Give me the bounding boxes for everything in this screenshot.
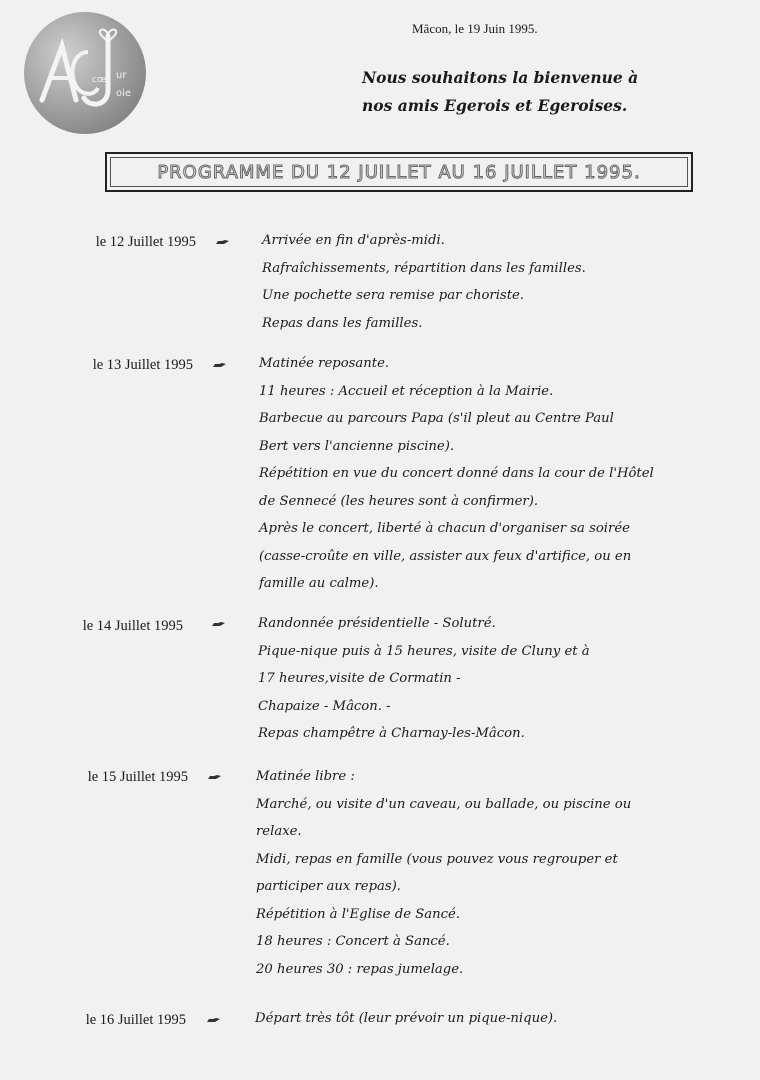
svg-text:oie: oie [116,88,132,99]
activity-line: Après le concert, liberté à chacun d'organiser sa soirée [259,521,630,536]
activity-line: Matinée libre : [256,769,355,784]
activity-line: famille au calme). [259,576,379,591]
programme-title-box [105,152,693,192]
pointing-hand-icon [208,773,222,783]
day-date: le 14 Juillet 1995 [82,618,183,634]
activity-line: Répétition en vue du concert donné dans la cour de l'Hôtel [259,466,654,481]
activity-line: 18 heures : Concert à Sancé. [256,934,450,949]
day-activities [262,227,586,337]
day-date: le 16 Juillet 1995 [85,1012,186,1028]
pointing-hand-icon [212,620,226,630]
activity-line: Rafraîchissements, répartition dans les familles. [262,260,586,276]
activity-line: participer aux repas). [256,879,401,894]
logo-emblem-icon [24,12,146,134]
programme-title: PROGRAMME DU 12 JUILLET AU 16 JUILLET 1995. [157,161,641,183]
activity-line: relaxe. [256,824,302,839]
svg-text:ur: ur [116,70,127,81]
activity-line: (casse-croûte en ville, assister aux feux d'artifice, ou en [259,548,632,564]
day-date: le 12 Juillet 1995 [95,234,196,250]
activity-line: Repas dans les familles. [262,315,423,331]
welcome-line-1: Nous souhaitons la bienvenue à [362,68,639,87]
activity-line: Arrivée en fin d'après-midi. [262,233,445,248]
activity-line: Répétition à l'Eglise de Sancé. [256,906,461,922]
activity-line: Repas champêtre à Charnay-les-Mâcon. [258,726,525,741]
activity-line: Départ très tôt (leur prévoir un pique-nique). [255,1011,558,1026]
activity-line: 17 heures,visite de Cormatin - [258,671,461,686]
activity-line: Bert vers l'ancienne piscine). [259,438,455,454]
activity-line: Marché, ou visite d'un caveau, ou ballade, ou piscine ou [256,796,632,812]
activity-line: 20 heures 30 : repas jumelage. [256,961,464,977]
activity-line: de Sennecé (les heures sont à confirmer). [259,493,539,509]
pointing-hand-icon [213,361,227,371]
day-activities [255,1005,557,1033]
activity-line: Midi, repas en famille (vous pouvez vous regrouper et [256,851,618,867]
activity-line: 11 heures : Accueil et réception à la Mairie. [259,383,554,399]
svg-text:cœ: cœ [92,75,107,85]
pointing-hand-icon [216,238,230,248]
welcome-message [362,64,732,120]
pointing-hand-icon [207,1016,221,1026]
activity-line: Une pochette sera remise par choriste. [262,288,524,303]
activity-line: Randonnée présidentielle - Solutré. [258,616,496,631]
welcome-line-2: nos amis Egerois et Egeroises. [362,96,628,115]
letter-date: Mâcon, le 19 Juin 1995. [412,21,538,36]
day-activities [259,350,654,598]
activity-line: Matinée reposante. [259,356,390,371]
day-date: le 15 Juillet 1995 [87,769,188,785]
activity-line: Chapaize - Mâcon. - [258,698,391,714]
day-activities [256,763,631,983]
day-activities [258,610,590,748]
activity-line: Barbecue au parcours Papa (s'il pleut au Centre Paul [259,411,614,426]
activity-line: Pique-nique puis à 15 heures, visite de Cluny et à [258,643,590,659]
day-date: le 13 Juillet 1995 [92,357,193,373]
ace-choir-logo [24,12,146,134]
